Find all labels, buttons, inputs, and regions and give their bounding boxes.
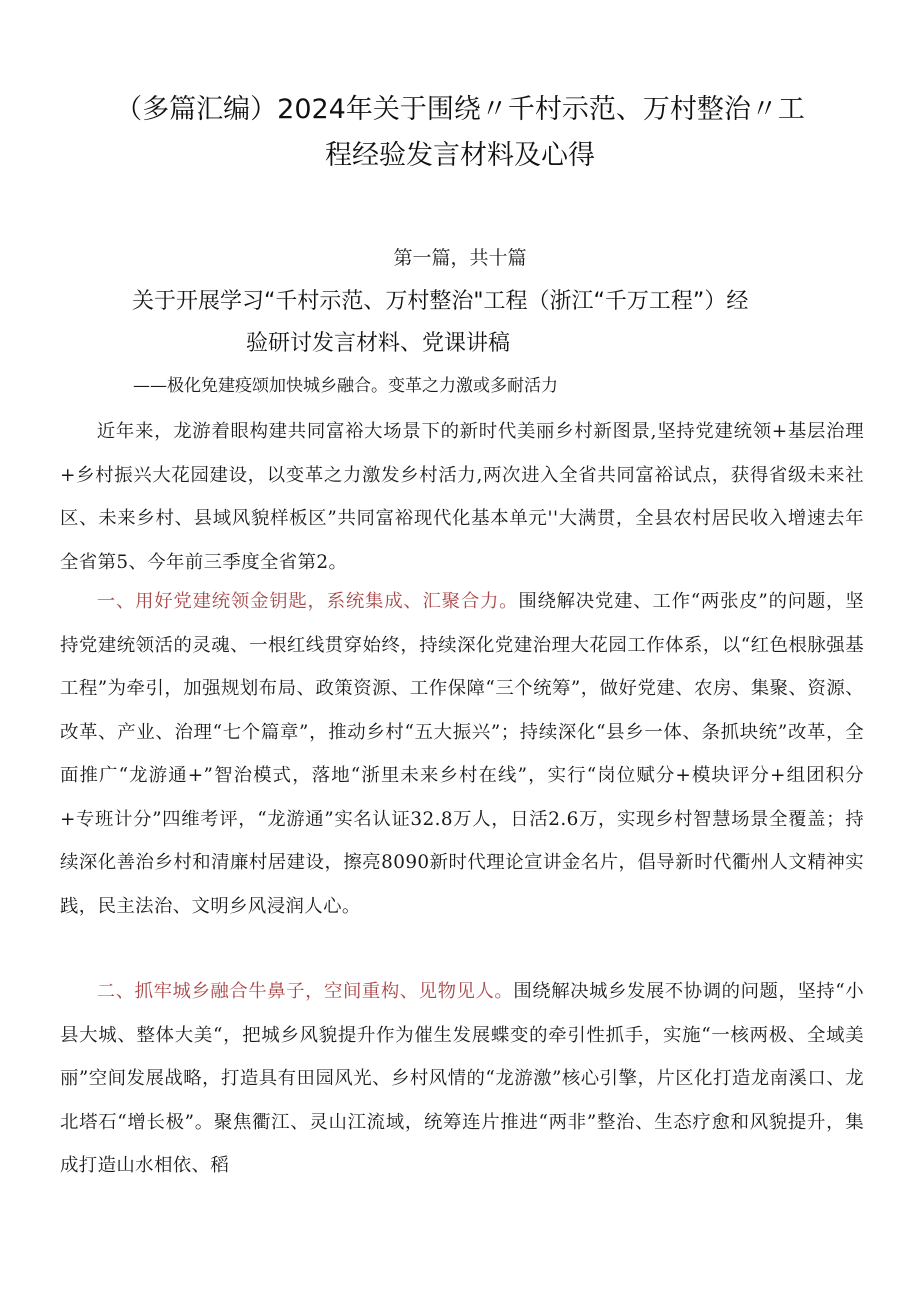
section-two-heading: 二、抓牢城乡融合牛鼻子，空间重构、见物见人。 [96,981,514,1002]
document-title-line-2: 程经验发言材料及心得 [325,140,595,171]
article-title-line-2: 验研讨发言材料、党课讲稿 [246,331,511,356]
paragraph-intro [60,410,864,584]
section-one-heading: 一、用好党建统领金钥匙，系统集成、汇聚合力。 [96,591,519,612]
paragraph-body: 近年来，龙游着眼构建共同富裕大场景下的新时代美丽乡村新图景,坚持党建统领+基层治理+乡村振兴大花园建设，以变革之力激发乡村活力,两次进入全省共同富裕试点，获得省级未来社区、未来乡村、县域风貌样板区”共同富裕现代化基本单元''大满贯，全县农村居民收入增速去年全省第5、今年前三季度全省第2。 [60,421,864,573]
paragraph-body: 围绕解决党建、工作“两张皮”的问题，坚持党建统领活的灵魂、一根红线贯穿始终，持续深化党建治理大花园工作体系，以“红色根脉强基工程”为牵引，加强规划布局、政策资源、工作保障“三个统筹”，做好党建、农房、集聚、资源、改革、产业、治理“七个篇章”，推动乡村“五大振兴”；持续深化“县乡一体、条抓块统”改革，全面推广“龙游通+”智治模式，落地“浙里未来乡村在线”，实行“岗位赋分+模块评分+组团积分+专班计分”四维考评，“龙游通”实名认证32.8万人，日活2.6万，实现乡村智慧场景全覆盖；持续深化善治乡村和清廉村居建设，擦亮8090新时代理论宣讲金名片，倡导新时代衢州人文精神实践，民主法治、文明乡风浸润人心。 [60,591,864,917]
paragraph-body: 围绕解决城乡发展不协调的问题，坚持“小县大城、整体大美“，把城乡风貌提升作为催生发展蝶变的牵引性抓手，实施“一核两极、全域美丽”空间发展战略，打造具有田园风光、乡村风情的“龙游激”核心引擎，片区化打造龙南溪口、龙北塔石“增长极”。聚焦衢江、灵山江流域，统筹连片推进“两非”整治、生态疗愈和风貌提升，集成打造山水相依、稻 [60,981,864,1176]
paragraph-section-one [60,580,864,928]
article-title-line-1: 关于开展学习“千村示范、万村整治"工程（浙江“千万工程”）经 [132,289,749,314]
document-title-line-1: （多篇汇编）2024年关于围绕〃千村示范、万村整治〃工 [115,94,805,125]
article-tagline: ——极化免建疫颂加快城乡融合。变革之力激或多耐活力 [133,376,558,396]
section-label: 第一篇，共十篇 [393,247,527,269]
paragraph-section-two [60,970,864,1188]
